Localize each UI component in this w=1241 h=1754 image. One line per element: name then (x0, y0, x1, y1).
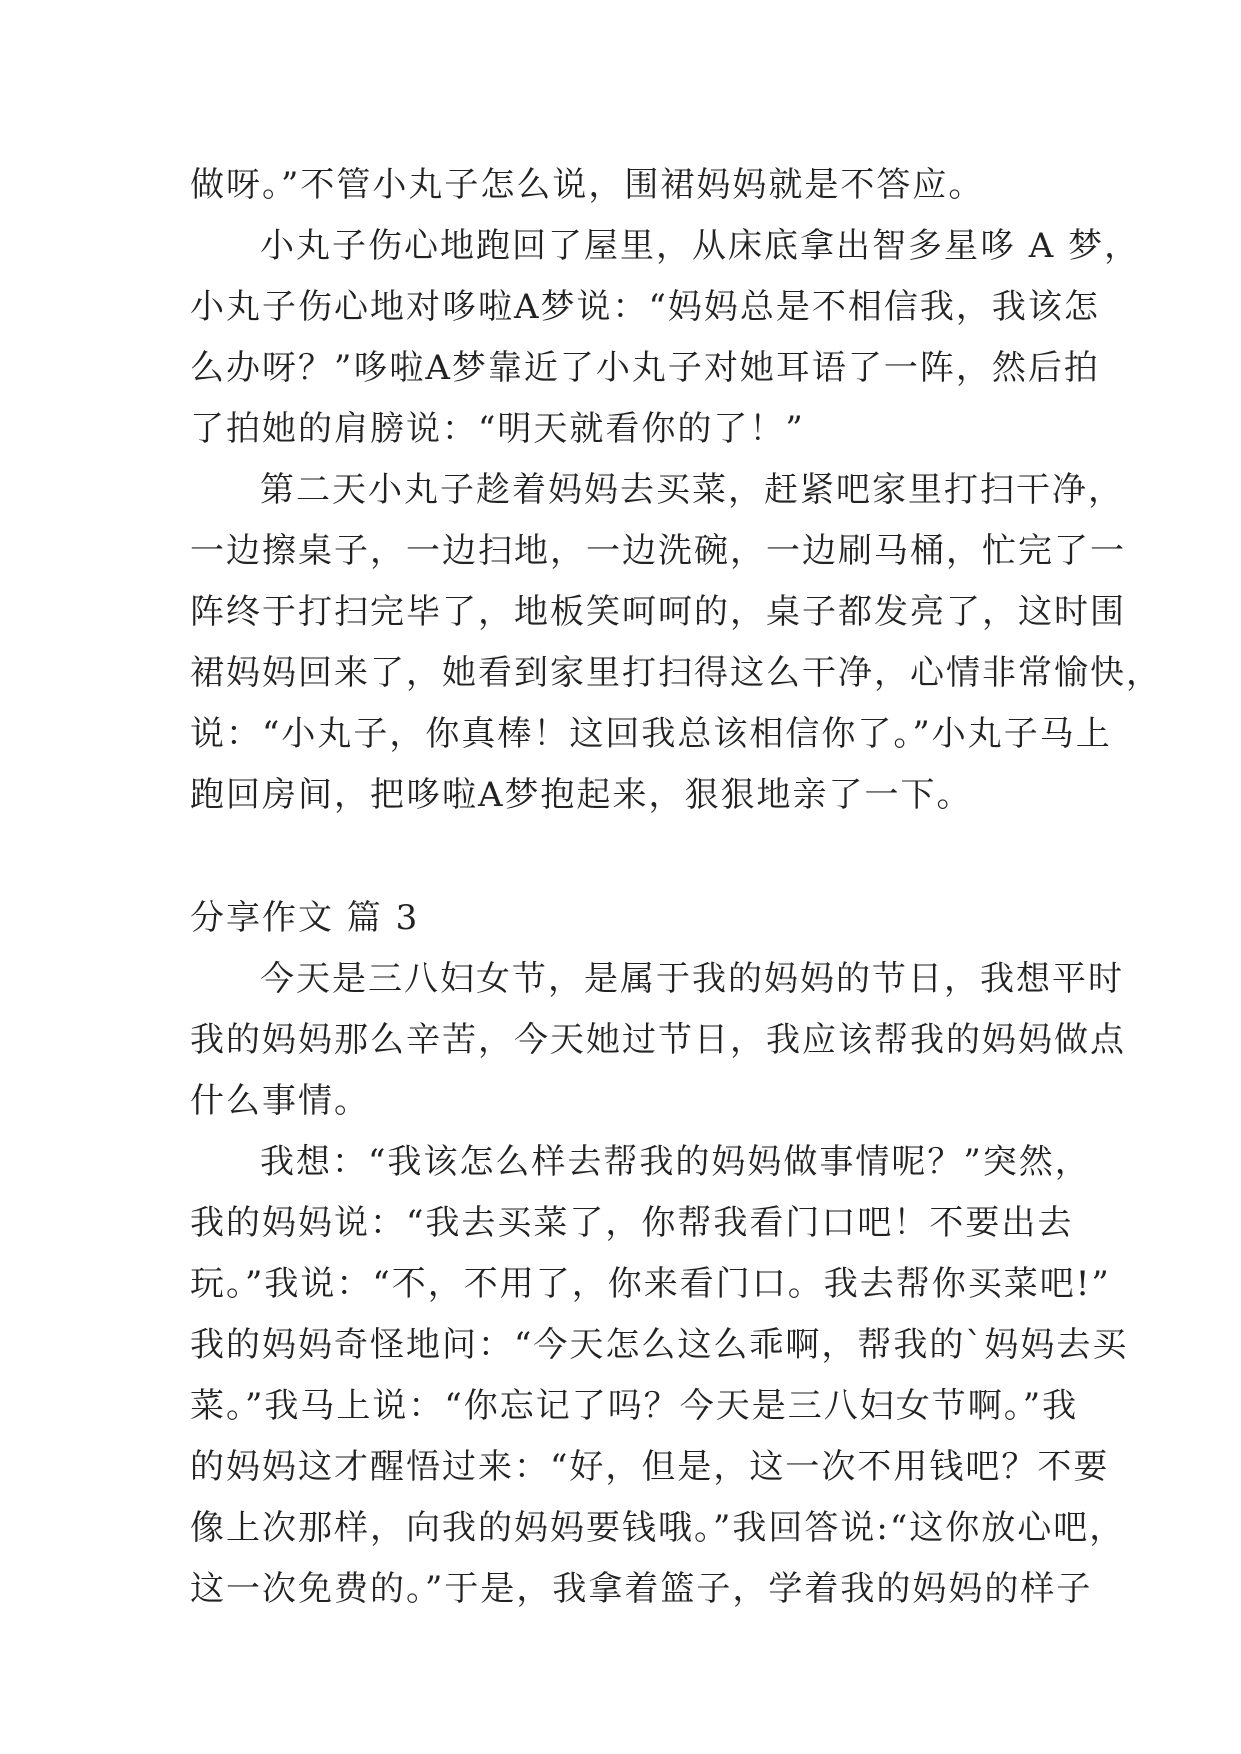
text-line: 我想：“我该怎么样去帮我的妈妈做事情呢？”突然， (260, 1142, 1091, 1182)
text-line: 玩。”我说：“不，不用了，你来看门口。我去帮你买菜吧!” (190, 1264, 1111, 1304)
text-line: 我的妈妈那么辛苦，今天她过节日，我应该帮我的妈妈做点 (190, 1020, 1126, 1060)
section-heading: 分享作文 篇 3 (190, 898, 420, 938)
text-line: 说：“小丸子，你真棒！这回我总该相信你了。”小丸子马上 (190, 714, 1112, 754)
document-body (190, 155, 1162, 1620)
text-line: 一边擦桌子，一边扫地，一边洗碗，一边刷马桶，忙完了一 (190, 531, 1126, 571)
text-line: 跑回房间，把哆啦A梦抱起来，狠狠地亲了一下。 (190, 775, 973, 815)
text-line: 的妈妈这才醒悟过来：“好，但是，这一次不用钱吧？不要 (190, 1447, 1110, 1487)
paragraph-4 (190, 949, 1126, 1132)
text-line: 像上次那样，向我的妈妈要钱哦。”我回答说:“这你放心吧， (190, 1508, 1126, 1548)
paragraph-1 (190, 155, 1060, 216)
text-line: 了拍她的肩膀说：“明天就看你的了！” (190, 409, 805, 449)
text-line: 这一次免费的。”于是，我拿着篮子，学着我的妈妈的样子 (190, 1569, 1093, 1609)
section-gap (190, 826, 1060, 888)
text-line: 什么事情。 (190, 1081, 370, 1121)
paragraph-5 (190, 1132, 1129, 1620)
text-line: 第二天小丸子趁着妈妈去买菜，赶紧吧家里打扫干净， (260, 470, 1124, 510)
text-line: 今天是三八妇女节，是属于我的妈妈的节日，我想平时 (260, 959, 1124, 999)
text-line: 小丸子伤心地跑回了屋里，从床底拿出智多星哆 A 梦， (260, 226, 1141, 266)
text-line: 阵终于打扫完毕了，地板笑呵呵的，桌子都发亮了，这时围 (190, 592, 1126, 632)
text-line: 我的妈妈奇怪地问：“今天怎么这么乖啊，帮我的`妈妈去买 (190, 1325, 1129, 1365)
text-line: 我的妈妈说：“我去买菜了，你帮我看门口吧！不要出去 (190, 1203, 1074, 1243)
text-line: 做呀。”不管小丸子怎么说，围裙妈妈就是不答应。 (190, 165, 985, 205)
paragraph-3 (190, 460, 1162, 826)
text-line: 菜。”我马上说：“你忘记了吗？今天是三八妇女节啊。”我 (190, 1386, 1079, 1426)
paragraph-2 (190, 216, 1141, 460)
text-line: 么办呀？”哆啦A梦靠近了小丸子对她耳语了一阵，然后拍 (190, 348, 1100, 388)
text-line: 裙妈妈回来了，她看到家里打扫得这么干净，心情非常愉快， (190, 653, 1162, 693)
text-line: 小丸子伤心地对哆啦A梦说：“妈妈总是不相信我，我该怎 (190, 287, 1100, 327)
